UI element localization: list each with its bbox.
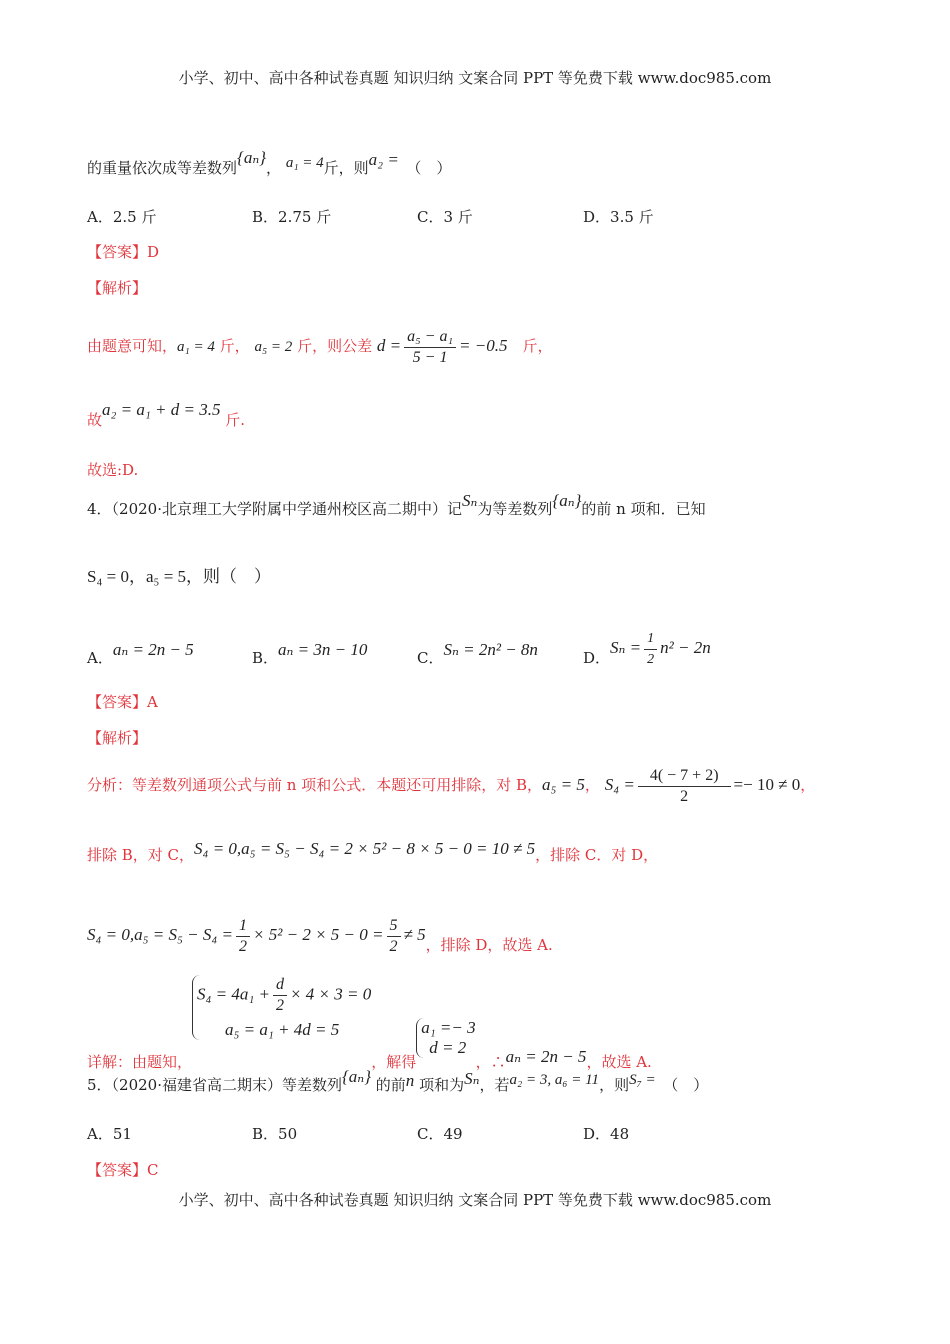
q4-option-d <box>583 628 711 670</box>
math: a₂ = <box>368 150 399 169</box>
q4-answer: 【答案】A <box>87 693 158 711</box>
text: 4．（2020·北京理工大学附属中学通州校区高二期中）记 <box>87 500 462 518</box>
math: Sₙ = <box>610 638 642 657</box>
math: S₇ = <box>629 1072 656 1088</box>
math: d = <box>376 336 402 355</box>
text: ，排除 C．对 D， <box>535 846 659 864</box>
text: ， <box>800 776 816 794</box>
q3-option-d: D．3.5 斤 <box>583 208 654 226</box>
math: aₙ = 2n − 5 <box>112 640 194 659</box>
math: S₄ = <box>604 775 635 794</box>
q3-option-b: B．2.75 斤 <box>252 208 332 226</box>
text: 斤，则公差 <box>297 337 373 355</box>
text: ，若 <box>479 1076 510 1094</box>
denominator: 2 <box>389 937 398 955</box>
text: ， <box>266 159 282 177</box>
text: ，解得 <box>371 1052 417 1071</box>
q5-stem <box>87 1067 709 1096</box>
text: 斤，则 <box>323 159 369 177</box>
text: 斤. <box>225 411 246 429</box>
text: 项和为 <box>419 1076 465 1094</box>
math: n <box>405 1071 415 1090</box>
numerator: a₅ − a₁ <box>404 327 456 348</box>
q3-option-a: A．2.5 斤 <box>87 208 157 226</box>
q3-solution-line1 <box>87 316 553 377</box>
text: 5．（2020·福建省高二期末）等差数列 <box>87 1076 342 1094</box>
text: ，则 <box>599 1076 630 1094</box>
label: B． <box>252 649 279 667</box>
text: 详解：由题知， <box>87 1052 193 1071</box>
q4-option-b <box>252 640 368 668</box>
fraction <box>236 916 250 957</box>
q3-option-c: C．3 斤 <box>417 208 473 226</box>
numerator: 1 <box>236 916 250 937</box>
equation-2: a₅ = a₁ + 4d = 5 <box>225 1020 340 1039</box>
text: （ ） <box>413 159 452 177</box>
q3-analysis-label: 【解析】 <box>87 279 148 297</box>
math: × 5² − 2 × 5 − 0 = <box>253 925 384 944</box>
text: ， <box>584 776 600 794</box>
math: × 4 × 3 = 0 <box>290 984 372 1004</box>
denominator: 2 <box>647 651 655 667</box>
math: a₁ = 4 <box>177 339 215 355</box>
page-header: 小学、初中、高中各种试卷真题 知识归纳 文案合同 PPT 等免费下载 www.doc985.com <box>178 69 772 87</box>
numerator: 4( − 7 + 2) <box>638 766 731 787</box>
numerator: 5 <box>387 916 401 937</box>
text: 斤， <box>522 337 553 355</box>
math: Sₙ <box>462 491 478 510</box>
label: C． <box>417 649 444 667</box>
denominator: 2 <box>276 997 285 1014</box>
q4-analysis-line1 <box>87 760 815 810</box>
math: aₙ = 3n − 10 <box>278 640 368 659</box>
solution-system <box>416 1018 475 1058</box>
math: Sₙ <box>464 1069 480 1088</box>
text: 故 <box>87 411 103 429</box>
q4-analysis-line2 <box>87 839 659 865</box>
q4-analysis-line3 <box>87 910 553 960</box>
fraction <box>404 327 456 368</box>
label: A． <box>87 649 113 667</box>
math: ≠ 5 <box>403 925 426 944</box>
text: 斤， <box>219 337 250 355</box>
text: 的前 n 项和．已知 <box>581 500 706 518</box>
q4-option-a <box>87 640 194 668</box>
math: = −0.5 <box>459 336 508 355</box>
q4-option-c <box>417 640 538 668</box>
math: {aₙ} <box>552 491 582 510</box>
equation-system <box>192 975 371 1040</box>
text: ，故选 A. <box>586 1052 652 1071</box>
q3-stem <box>87 148 452 179</box>
text: （ ） <box>670 1076 709 1094</box>
text: 的重量依次成等差数列 <box>87 159 238 177</box>
q4-stem <box>87 491 706 519</box>
q3-answer: 【答案】D <box>87 243 160 261</box>
q4-condition: S₄ = 0，a₅ = 5，则（ ） <box>87 567 272 586</box>
text: ，∴ <box>475 1052 506 1071</box>
math: a₂ = 3, a₆ = 11 <box>509 1072 600 1088</box>
text: 由题意可知， <box>87 337 178 355</box>
solution-2: d = 2 <box>429 1037 467 1057</box>
fraction <box>644 629 657 670</box>
text: 为等差数列 <box>477 500 553 518</box>
q4-detail <box>87 975 652 1071</box>
fraction <box>638 766 731 807</box>
math: S₄ = 4a₁ + <box>197 984 271 1004</box>
page-footer: 小学、初中、高中各种试卷真题 知识归纳 文案合同 PPT 等免费下载 www.doc985.com <box>178 1191 772 1209</box>
denominator: 2 <box>680 787 689 805</box>
q3-solution-line2 <box>87 400 246 429</box>
q5-option-a: A．51 <box>87 1125 132 1143</box>
math: S₄ = 0,a₅ = S₅ − S₄ = 2 × 5² − 8 × 5 − 0 = 10 ≠ 5 <box>194 839 536 858</box>
math: {aₙ} <box>237 148 267 167</box>
math: a₂ = a₁ + d = 3.5 <box>102 400 221 419</box>
math: a₅ = 2 <box>254 339 293 355</box>
label: D． <box>583 649 611 667</box>
text: ，排除 D，故选 A. <box>425 936 553 954</box>
math: S₄ = 0,a₅ = S₅ − S₄ = <box>87 925 234 944</box>
solution-1: a₁ =− 3 <box>421 1017 476 1037</box>
fraction <box>387 916 401 957</box>
numerator: d <box>273 975 287 996</box>
fraction <box>273 975 287 1016</box>
math: n² − 2n <box>660 638 711 657</box>
denominator: 2 <box>239 937 248 955</box>
q3-conclusion: 故选:D. <box>87 461 139 479</box>
text: 的前 <box>375 1076 406 1094</box>
q5-answer: 【答案】C <box>87 1161 159 1179</box>
q4-analysis-label: 【解析】 <box>87 729 148 747</box>
denominator: 5 − 1 <box>412 348 448 366</box>
math: aₙ = 2n − 5 <box>505 1046 587 1066</box>
math: Sₙ = 2n² − 8n <box>443 640 538 659</box>
math: {aₙ} <box>342 1067 371 1086</box>
math: a₅ = 5 <box>542 775 585 794</box>
numerator: 1 <box>644 629 657 650</box>
equation-1 <box>197 975 371 1016</box>
math: a₁ = 4 <box>285 155 324 171</box>
math: =− 10 ≠ 0 <box>733 775 801 794</box>
text: 排除 B，对 C， <box>87 846 195 864</box>
q5-option-d: D．48 <box>583 1125 630 1143</box>
text: 分析：等差数列通项公式与前 n 项和公式．本题还可用排除，对 B， <box>87 776 542 794</box>
q5-option-c: C．49 <box>417 1125 463 1143</box>
q5-option-b: B．50 <box>252 1125 298 1143</box>
